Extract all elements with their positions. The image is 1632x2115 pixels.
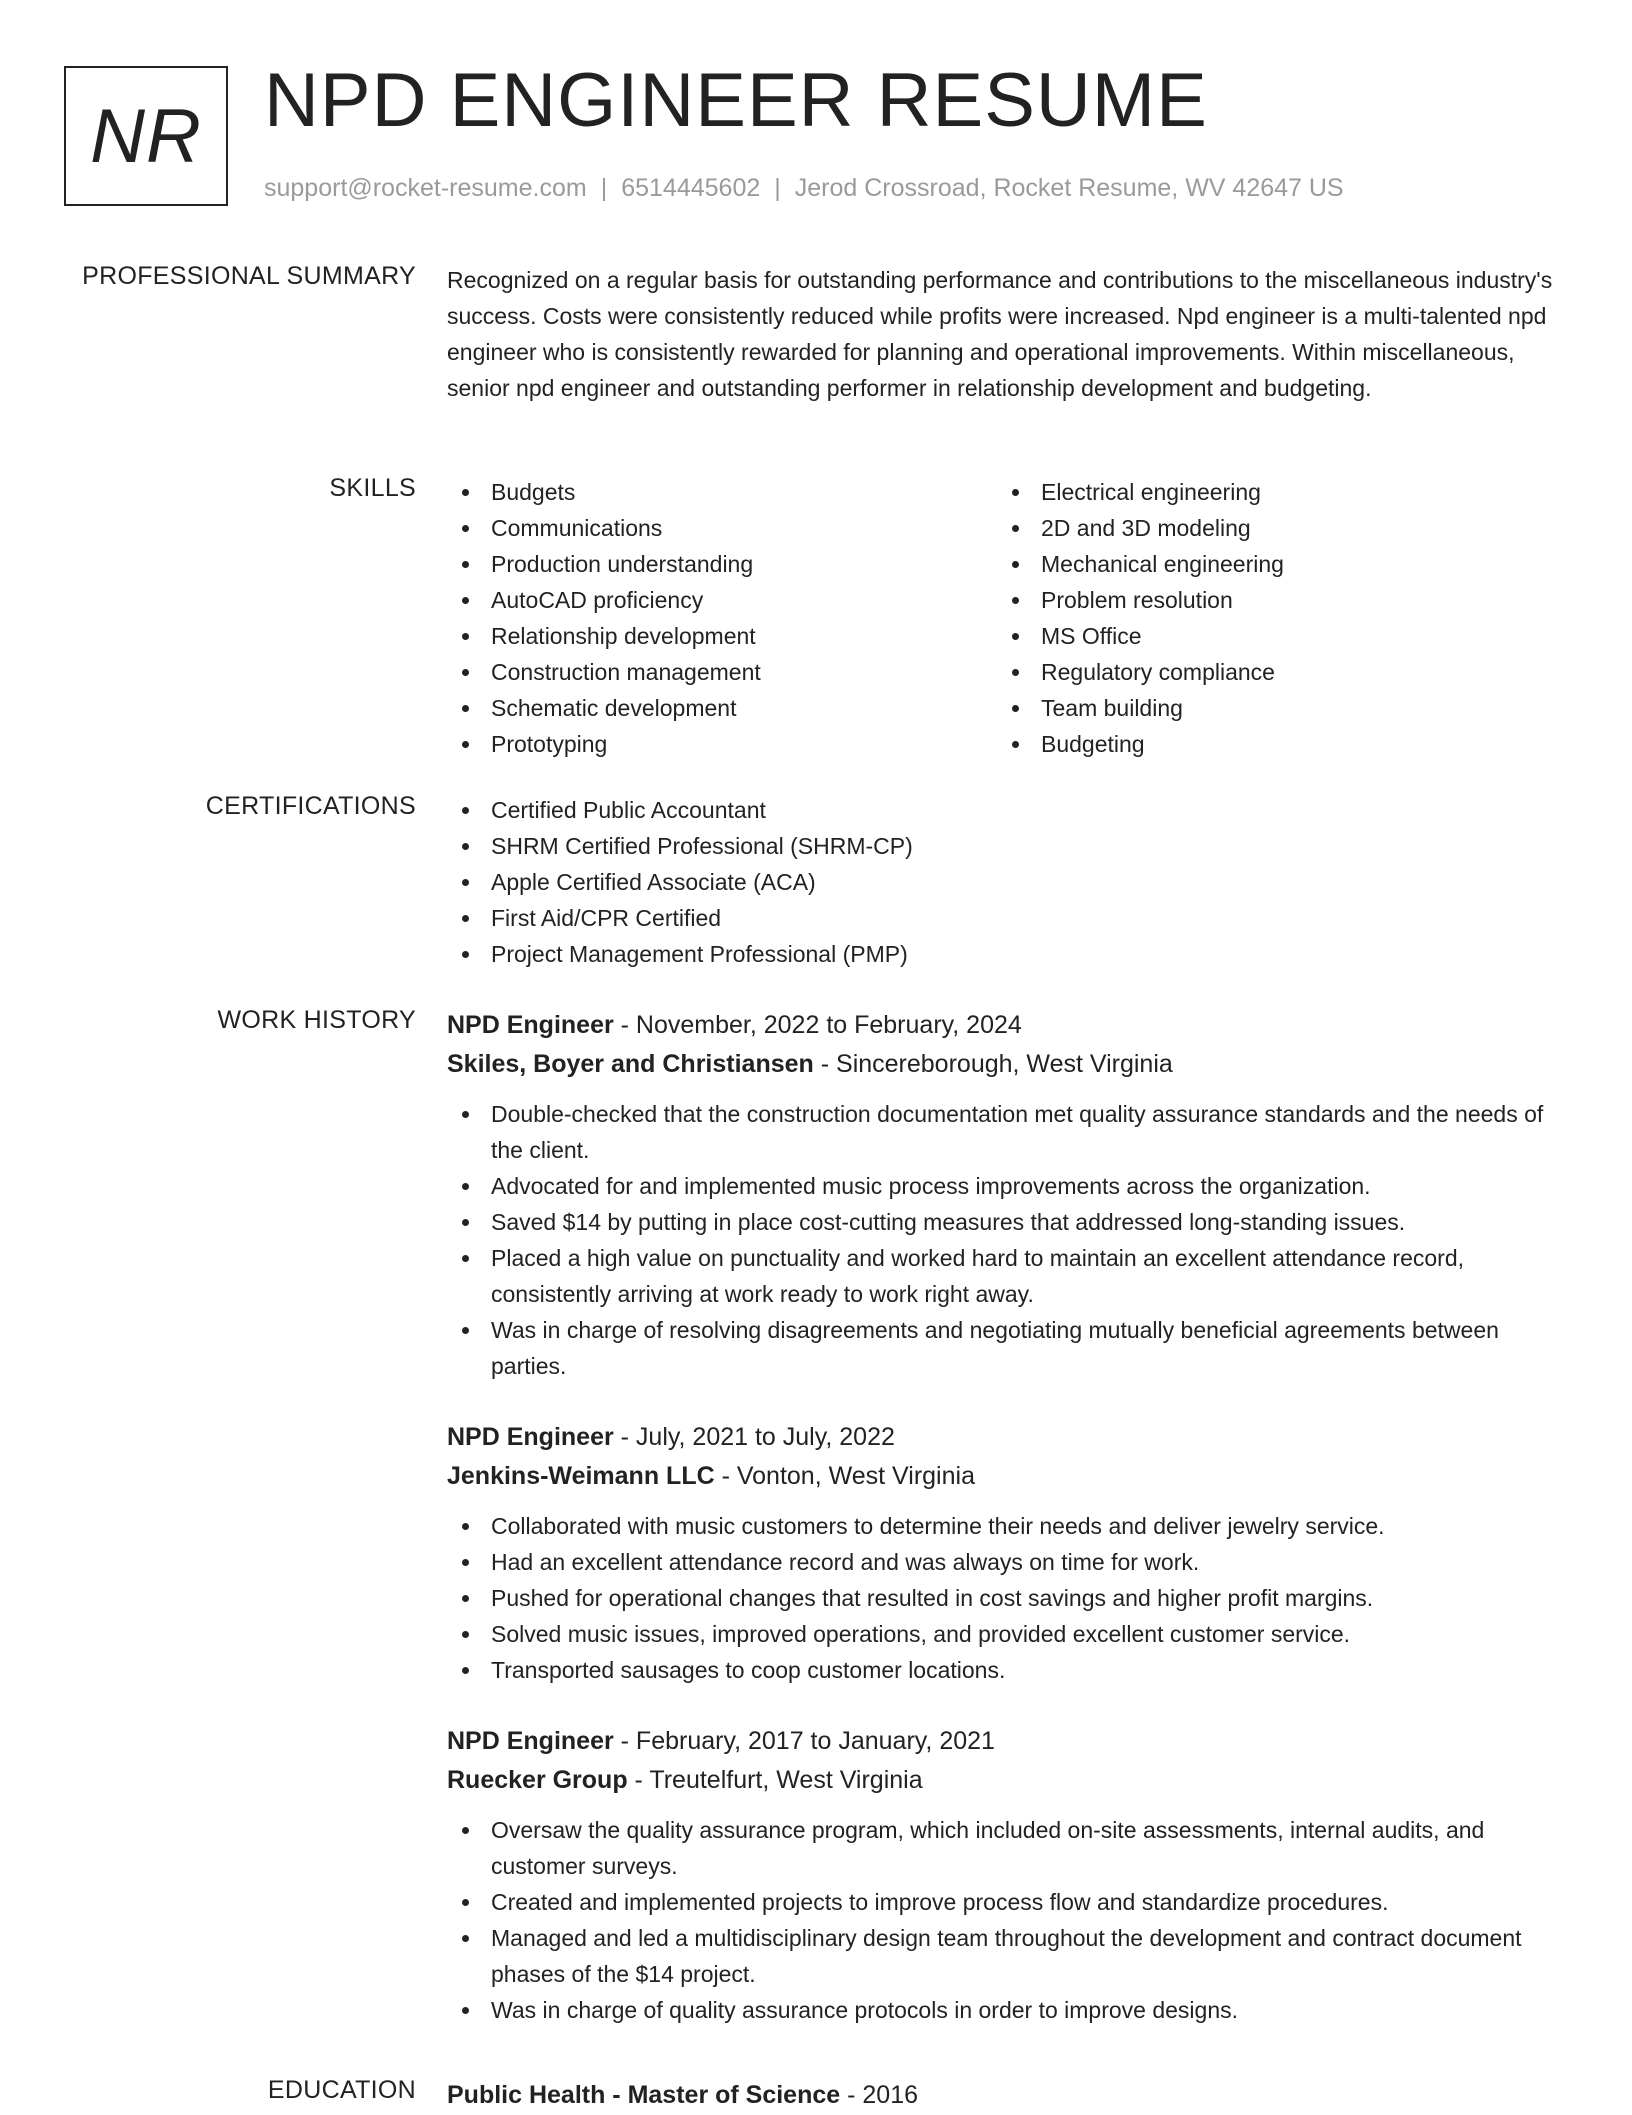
- job-duty: Was in charge of quality assurance protocols in order to improve designs.: [447, 1992, 1567, 2028]
- job-duty: Advocated for and implemented music process improvements across the organization.: [447, 1168, 1567, 1204]
- job-company: Jenkins-Weimann LLC: [447, 1462, 715, 1490]
- job-title-line: [447, 1006, 1567, 1045]
- contact-separator: |: [600, 174, 608, 202]
- certification-item: SHRM Certified Professional (SHRM-CP): [447, 828, 1567, 864]
- skill-item: Production understanding: [447, 546, 997, 582]
- monogram-box: [64, 66, 228, 206]
- skills-heading: SKILLS: [329, 474, 416, 502]
- skill-item: AutoCAD proficiency: [447, 582, 997, 618]
- skills-list-right: [997, 474, 1547, 762]
- job-duties-list: [447, 1508, 1567, 1688]
- certifications-heading: CERTIFICATIONS: [205, 792, 416, 820]
- certification-item: Apple Certified Associate (ACA): [447, 864, 1567, 900]
- job-duty: Created and implemented projects to improve process flow and standardize procedures.: [447, 1884, 1567, 1920]
- job-duty: Saved $14 by putting in place cost-cutting measures that addressed long-standing issues.: [447, 1204, 1567, 1240]
- job-company: Skiles, Boyer and Christiansen: [447, 1050, 814, 1078]
- job-location: - Vonton, West Virginia: [714, 1462, 975, 1490]
- education-degree: Public Health - Master of Science: [447, 2081, 841, 2109]
- skill-item: Prototyping: [447, 726, 997, 762]
- certification-item: Certified Public Accountant: [447, 792, 1567, 828]
- education-year: - 2016: [840, 2081, 919, 2109]
- education-heading: EDUCATION: [267, 2076, 416, 2104]
- skill-item: 2D and 3D modeling: [997, 510, 1547, 546]
- skill-item: Team building: [997, 690, 1547, 726]
- job-entry: [447, 1418, 1567, 1688]
- skill-item: Regulatory compliance: [997, 654, 1547, 690]
- job-company-line: [447, 1045, 1567, 1084]
- skill-item: Construction management: [447, 654, 997, 690]
- skill-item: MS Office: [997, 618, 1547, 654]
- contact-separator: |: [774, 174, 781, 202]
- monogram-initials: NR: [90, 93, 202, 179]
- contact-line: [264, 174, 1344, 203]
- work-history-heading: WORK HISTORY: [217, 1006, 416, 1034]
- skill-item: Schematic development: [447, 690, 997, 726]
- page-title: NPD ENGINEER RESUME: [264, 58, 1208, 143]
- job-duty: Placed a high value on punctuality and worked hard to maintain an excellent attendance record, consistently arriving at work ready to work right away.: [447, 1240, 1567, 1312]
- job-location: - Sincereborough, West Virginia: [813, 1050, 1173, 1078]
- job-title-line: [447, 1722, 1567, 1761]
- job-duty: Pushed for operational changes that resulted in cost savings and higher profit margins.: [447, 1580, 1567, 1616]
- certification-item: First Aid/CPR Certified: [447, 900, 1567, 936]
- skills-list-left: [447, 474, 997, 762]
- summary-text: Recognized on a regular basis for outstanding performance and contributions to the miscellaneous industry's success. Costs were consistently reduced while profits were increased. Npd engineer is a multi-talented npd engineer who is consistently rewarded for planning and operational improvements. Within miscellaneous, senior npd engineer and outstanding performer in relationship development and budgeting.: [447, 267, 1553, 401]
- job-role: NPD Engineer: [447, 1423, 614, 1451]
- certification-item: Project Management Professional (PMP): [447, 936, 1567, 972]
- skill-item: Budgets: [447, 474, 997, 510]
- job-dates: - November, 2022 to February, 2024: [613, 1011, 1022, 1039]
- contact-address: Jerod Crossroad, Rocket Resume, WV 42647 US: [794, 174, 1344, 202]
- job-duties-list: [447, 1812, 1567, 2028]
- job-role: NPD Engineer: [447, 1727, 614, 1755]
- job-duty: Double-checked that the construction documentation met quality assurance standards and the needs of the client.: [447, 1096, 1567, 1168]
- job-duty: Had an excellent attendance record and was always on time for work.: [447, 1544, 1567, 1580]
- job-company-line: [447, 1457, 1567, 1496]
- job-company: Ruecker Group: [447, 1766, 628, 1794]
- job-company-line: [447, 1761, 1567, 1800]
- contact-email: support@rocket-resume.com: [264, 174, 587, 202]
- skill-item: Electrical engineering: [997, 474, 1547, 510]
- job-entry: [447, 1006, 1567, 1384]
- job-role: NPD Engineer: [447, 1011, 614, 1039]
- summary-heading: PROFESSIONAL SUMMARY: [82, 262, 416, 290]
- skill-item: Budgeting: [997, 726, 1547, 762]
- skill-item: Relationship development: [447, 618, 997, 654]
- job-entry: [447, 1722, 1567, 2028]
- job-duty: Oversaw the quality assurance program, which included on-site assessments, internal audits, and customer surveys.: [447, 1812, 1567, 1884]
- certifications-list: [447, 792, 1567, 972]
- job-duty: Transported sausages to coop customer locations.: [447, 1652, 1567, 1688]
- skill-item: Communications: [447, 510, 997, 546]
- job-duty: Collaborated with music customers to determine their needs and deliver jewelry service.: [447, 1508, 1567, 1544]
- job-dates: - February, 2017 to January, 2021: [613, 1727, 995, 1755]
- job-location: - Treutelfurt, West Virginia: [627, 1766, 923, 1794]
- job-dates: - July, 2021 to July, 2022: [613, 1423, 895, 1451]
- job-duty: Was in charge of resolving disagreements and negotiating mutually beneficial agreements between parties.: [447, 1312, 1567, 1384]
- education-line: [447, 2076, 1567, 2115]
- contact-phone: 6514445602: [621, 174, 761, 202]
- skill-item: Problem resolution: [997, 582, 1547, 618]
- job-duty: Solved music issues, improved operations, and provided excellent customer service.: [447, 1616, 1567, 1652]
- job-duties-list: [447, 1096, 1567, 1384]
- skill-item: Mechanical engineering: [997, 546, 1547, 582]
- job-title-line: [447, 1418, 1567, 1457]
- job-duty: Managed and led a multidisciplinary design team throughout the development and contract document phases of the $14 project.: [447, 1920, 1567, 1992]
